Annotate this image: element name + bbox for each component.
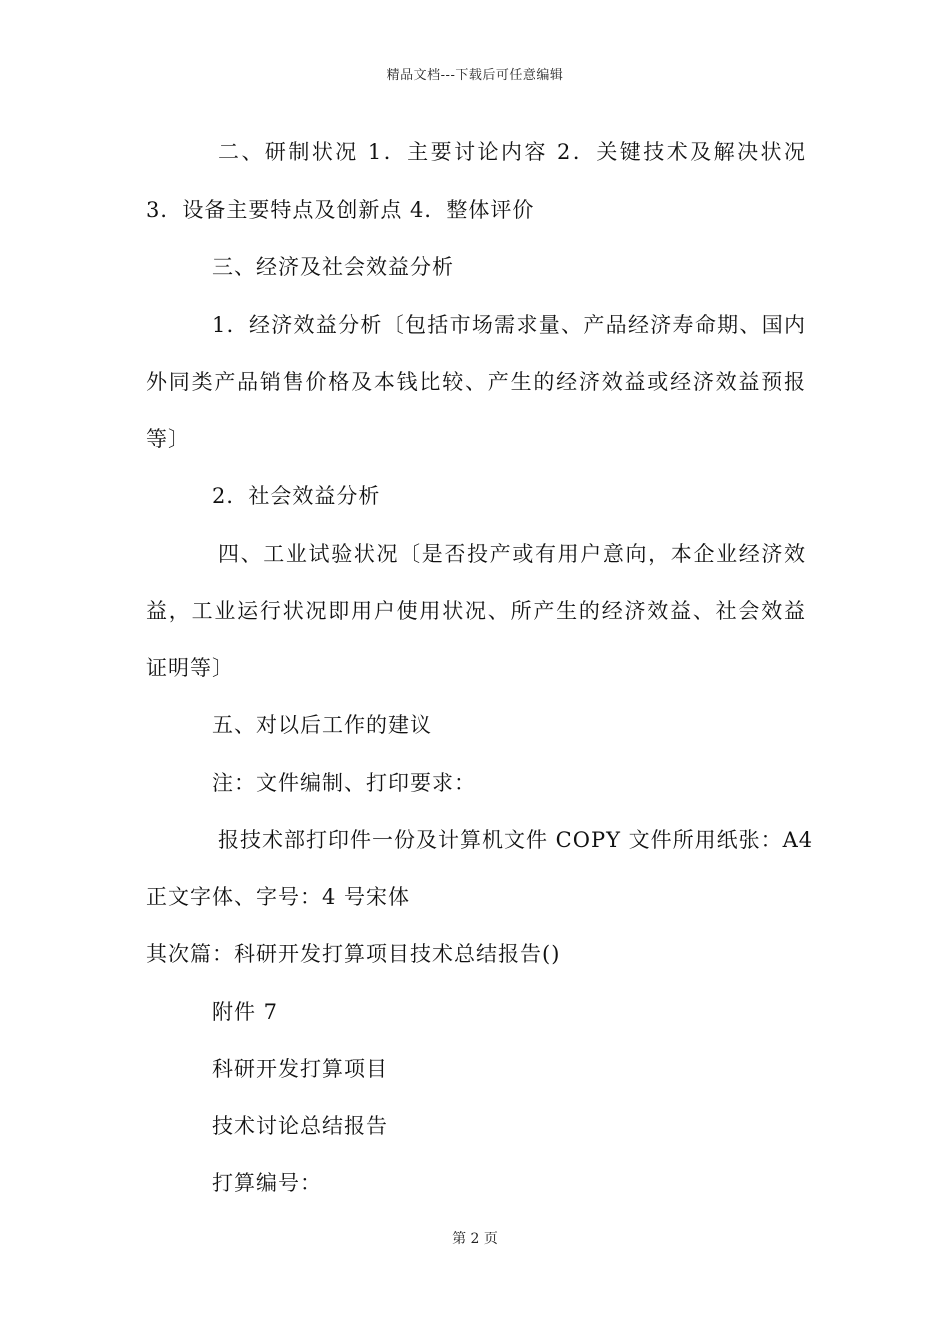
text-line: 益，工业运行状况即用户使用状况、所产生的经济效益、社会效益: [146, 599, 806, 623]
text-line: 科研开发打算项目: [212, 1057, 388, 1081]
text-line: 1．经济效益分析〔包括市场需求量、产品经济寿命期、国内: [212, 313, 806, 337]
text-line: 3．设备主要特点及创新点 4．整体评价: [146, 198, 535, 222]
text-line: 等〕: [146, 427, 190, 451]
text-line: 2．社会效益分析: [212, 484, 381, 508]
note-label: 注：文件编制、打印要求：: [212, 771, 476, 795]
section-heading: 五、对以后工作的建议: [212, 713, 432, 737]
page-number: 第 2 页: [452, 1231, 498, 1247]
text-line: 技术讨论总结报告: [212, 1114, 388, 1138]
text-line: 正文字体、字号：4 号宋体: [146, 885, 411, 909]
text-line: 二、研制状况 1．主要讨论内容 2．关键技术及解决状况: [218, 140, 806, 164]
section-heading: 四、工业试验状况〔是否投产或有用户意向，本企业经济效: [218, 542, 806, 566]
page-header: 精品文档---下载后可任意编辑: [386, 68, 564, 83]
text-line: 报技术部打印件一份及计算机文件 COPY 文件所用纸张：A4: [218, 828, 814, 852]
text-line: 证明等〕: [146, 656, 234, 680]
text-line: 打算编号：: [212, 1171, 322, 1195]
section-heading: 三、经济及社会效益分析: [212, 255, 454, 279]
chapter-title: 其次篇：科研开发打算项目技术总结报告(): [146, 942, 561, 966]
text-line: 附件 7: [212, 1000, 279, 1024]
text-line: 外同类产品销售价格及本钱比较、产生的经济效益或经济效益预报: [146, 370, 806, 394]
